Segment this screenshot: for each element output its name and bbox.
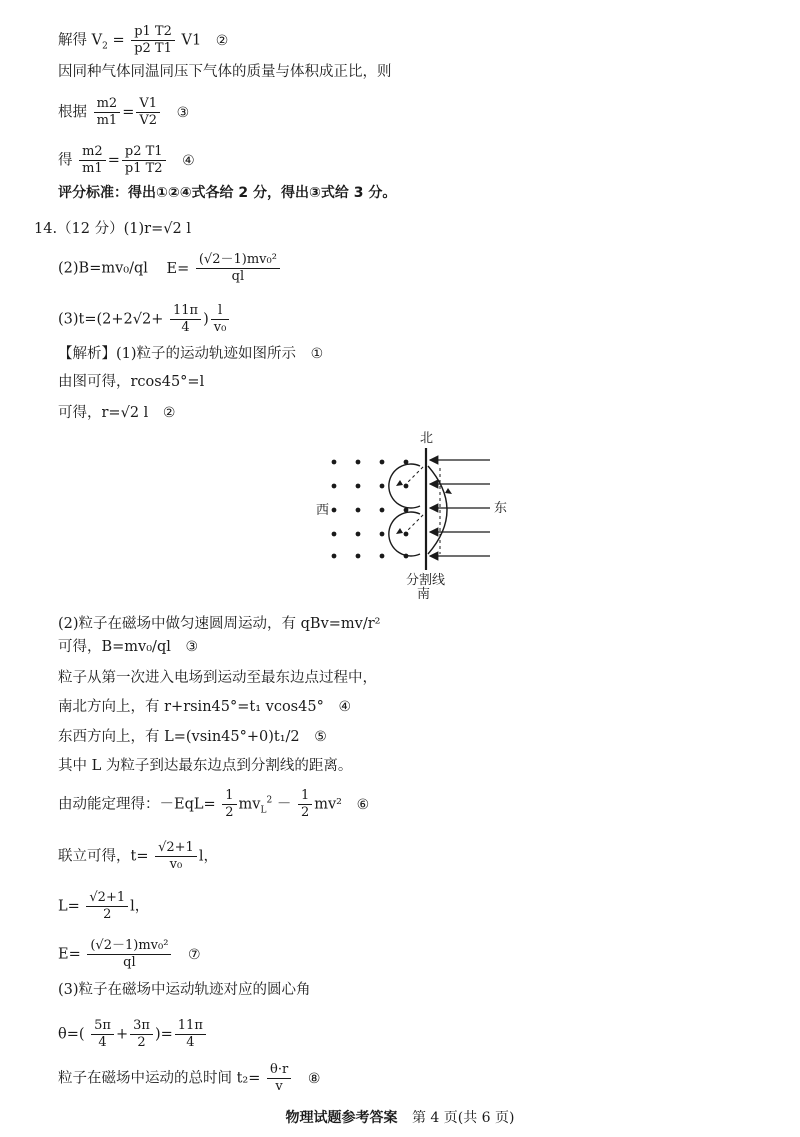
numerator: V1: [136, 96, 160, 113]
numerator: √2+1: [86, 890, 128, 907]
text: +: [115, 1026, 129, 1043]
fraction: [211, 303, 230, 336]
page-footer: [0, 1107, 800, 1127]
text-line: (3)粒子在磁场中运动轨迹对应的圆心角: [58, 982, 311, 998]
trajectory-arcs: [389, 464, 447, 556]
fraction: [86, 890, 128, 923]
result-l: [58, 890, 149, 923]
text: 根据: [58, 104, 87, 121]
west-label: 西: [316, 503, 330, 518]
text: 得: [58, 152, 73, 169]
numerator: √2+1: [155, 840, 197, 857]
fraction: [267, 1062, 291, 1095]
numerator: (√2－1)mv₀²: [87, 938, 171, 955]
text: (3)t=(2+2√2+: [58, 311, 164, 328]
numerator: (√2－1)mv₀²: [196, 252, 280, 269]
fraction: [175, 1018, 206, 1051]
denominator: ql: [231, 269, 245, 284]
equation-mark: ⑦: [188, 946, 201, 963]
fraction: [196, 252, 280, 285]
text: 可得，r=√2 l: [58, 405, 149, 421]
text: l，: [198, 848, 218, 865]
numerator: 3π: [130, 1018, 153, 1035]
footer-title: 物理试题参考答案: [285, 1110, 398, 1126]
equation-mark: ④: [338, 699, 351, 715]
trajectory-diagram: [316, 428, 512, 600]
numerator: m2: [94, 96, 121, 113]
text: 【解析】(1)粒子的运动轨迹如图所示: [58, 346, 297, 362]
numerator: 1: [222, 788, 236, 805]
text: －: [276, 796, 292, 813]
answer-3: [58, 303, 231, 336]
text: V1: [181, 32, 202, 49]
equation-mark: ②: [162, 405, 176, 421]
text-line: 其中 L 为粒子到达最东边点到分割线的距离。: [58, 758, 353, 774]
denominator: 4: [98, 1035, 107, 1050]
numerator: θ·r: [267, 1062, 291, 1079]
denominator: 4: [186, 1035, 195, 1050]
numerator: p2 T1: [122, 144, 166, 161]
text: =: [112, 32, 125, 49]
text: l，: [130, 898, 150, 915]
text: mv²: [314, 796, 342, 813]
denominator: v: [275, 1079, 283, 1094]
equation-mark: ④: [182, 152, 195, 169]
south-label: 南: [417, 587, 431, 600]
fraction: [298, 788, 312, 821]
question-14: 14.（12 分）(1)r=√2 l: [34, 221, 191, 237]
fraction: [155, 840, 197, 873]
text-line: 由图可得，rcos45°=l: [58, 374, 205, 390]
result-t: [58, 840, 218, 873]
fraction: [122, 144, 166, 177]
denominator: 2: [137, 1035, 146, 1050]
equation-result: 得 $\frac{m2}{m1}$ = $\frac{p2 T1}{p1 T2}$ ④: [58, 144, 195, 176]
denominator: p1 T2: [124, 161, 163, 176]
text: ): [203, 311, 209, 328]
denominator: 4: [181, 320, 190, 335]
grading-standard: 评分标准：得出①②④式各给 2 分，得出③式给 3 分。: [58, 185, 397, 201]
denominator: 2: [300, 805, 310, 820]
text: )=: [154, 1026, 173, 1043]
equation-ratio: 根据 $\frac{m2}{m1}$ = $\frac{V1}{V2}$ ③: [58, 96, 190, 128]
text: mv: [238, 796, 261, 813]
denominator: v₀: [169, 857, 183, 872]
equation-mark: ⑧: [307, 1070, 321, 1087]
divider-label: 分割线: [406, 573, 446, 588]
energy-theorem: 由动能定理得：－EqL= $\frac{1}{2}$ $mv_L^2$ － $\frac{1}{2}$ mv² ⑥: [58, 788, 370, 820]
numerator: p1 T2: [131, 24, 175, 41]
text: 解得 V: [58, 32, 103, 49]
fraction: [79, 144, 106, 177]
denominator: m1: [82, 161, 103, 176]
denominator: ql: [123, 955, 136, 970]
analysis-1: [58, 344, 323, 364]
denominator: v₀: [213, 320, 227, 335]
equation-mark: ⑤: [314, 729, 327, 745]
text-line: (2)粒子在磁场中做匀速圆周运动，有 qBv=mv/r²: [58, 616, 381, 632]
fraction: [136, 96, 160, 129]
denominator: 2: [103, 907, 112, 922]
equation-v2: 解得 $V_2$ = $\frac{p1 T2}{p2 T1}$ V1 ②: [58, 24, 229, 56]
denominator: m1: [96, 113, 118, 128]
analysis-3: [58, 403, 175, 423]
page-number: 第 4 页(共 6 页): [411, 1110, 515, 1126]
analysis-b5: [58, 727, 327, 747]
answer-2: [58, 252, 282, 285]
denominator: V2: [139, 113, 158, 128]
fraction: [170, 303, 201, 336]
text: E=: [166, 260, 190, 277]
text: 南北方向上，有 r+rsin45°=t₁ vcos45°: [58, 699, 324, 715]
equation-mark: ③: [176, 104, 190, 121]
numerator: 11π: [175, 1018, 206, 1035]
text-line: 因同种气体同温同压下气体的质量与体积成正比，则: [58, 64, 392, 80]
equation-mark: ③: [185, 639, 199, 655]
denominator: 2: [225, 805, 234, 820]
east-label: 东: [494, 501, 508, 516]
text: 联立可得，t=: [58, 848, 149, 865]
numerator: l: [211, 303, 230, 320]
text: 东西方向上，有 L=(vsin45°+0)t₁/2: [58, 729, 300, 745]
fraction: [131, 24, 175, 57]
fraction: [91, 1018, 114, 1051]
result-e: [58, 938, 201, 971]
equation-mark: ⑥: [356, 796, 370, 813]
text: 由动能定理得：－EqL=: [58, 796, 216, 813]
equation-mark: ①: [310, 346, 324, 362]
fraction: [94, 96, 121, 129]
text: 可得，B=mv₀/ql: [58, 639, 171, 655]
equation-mark: ②: [215, 32, 229, 49]
fraction: [130, 1018, 153, 1051]
denominator: p2 T1: [134, 41, 172, 56]
text: 粒子在磁场中运动的总时间 t₂=: [58, 1070, 261, 1087]
text: (2)B=mv₀/ql: [58, 260, 148, 277]
analysis-b2: [58, 637, 198, 657]
north-label: 北: [420, 431, 434, 446]
text: θ=(: [58, 1026, 85, 1043]
analysis-b4: [58, 697, 351, 717]
dashed-guides: [404, 466, 440, 554]
numerator: m2: [79, 144, 106, 161]
fraction: [222, 788, 236, 821]
numerator: 5π: [91, 1018, 114, 1035]
total-time: [58, 1062, 320, 1095]
text-line: 粒子从第一次进入电场到运动至最东边点过程中，: [58, 670, 377, 686]
text: E=: [58, 946, 81, 963]
magnetic-field-dots: [332, 460, 409, 559]
numerator: 1: [298, 788, 312, 805]
field-arrows: [430, 460, 490, 556]
fraction: [87, 938, 171, 971]
central-angle: [58, 1018, 208, 1051]
numerator: 11π: [170, 303, 201, 320]
text: L=: [58, 898, 80, 915]
